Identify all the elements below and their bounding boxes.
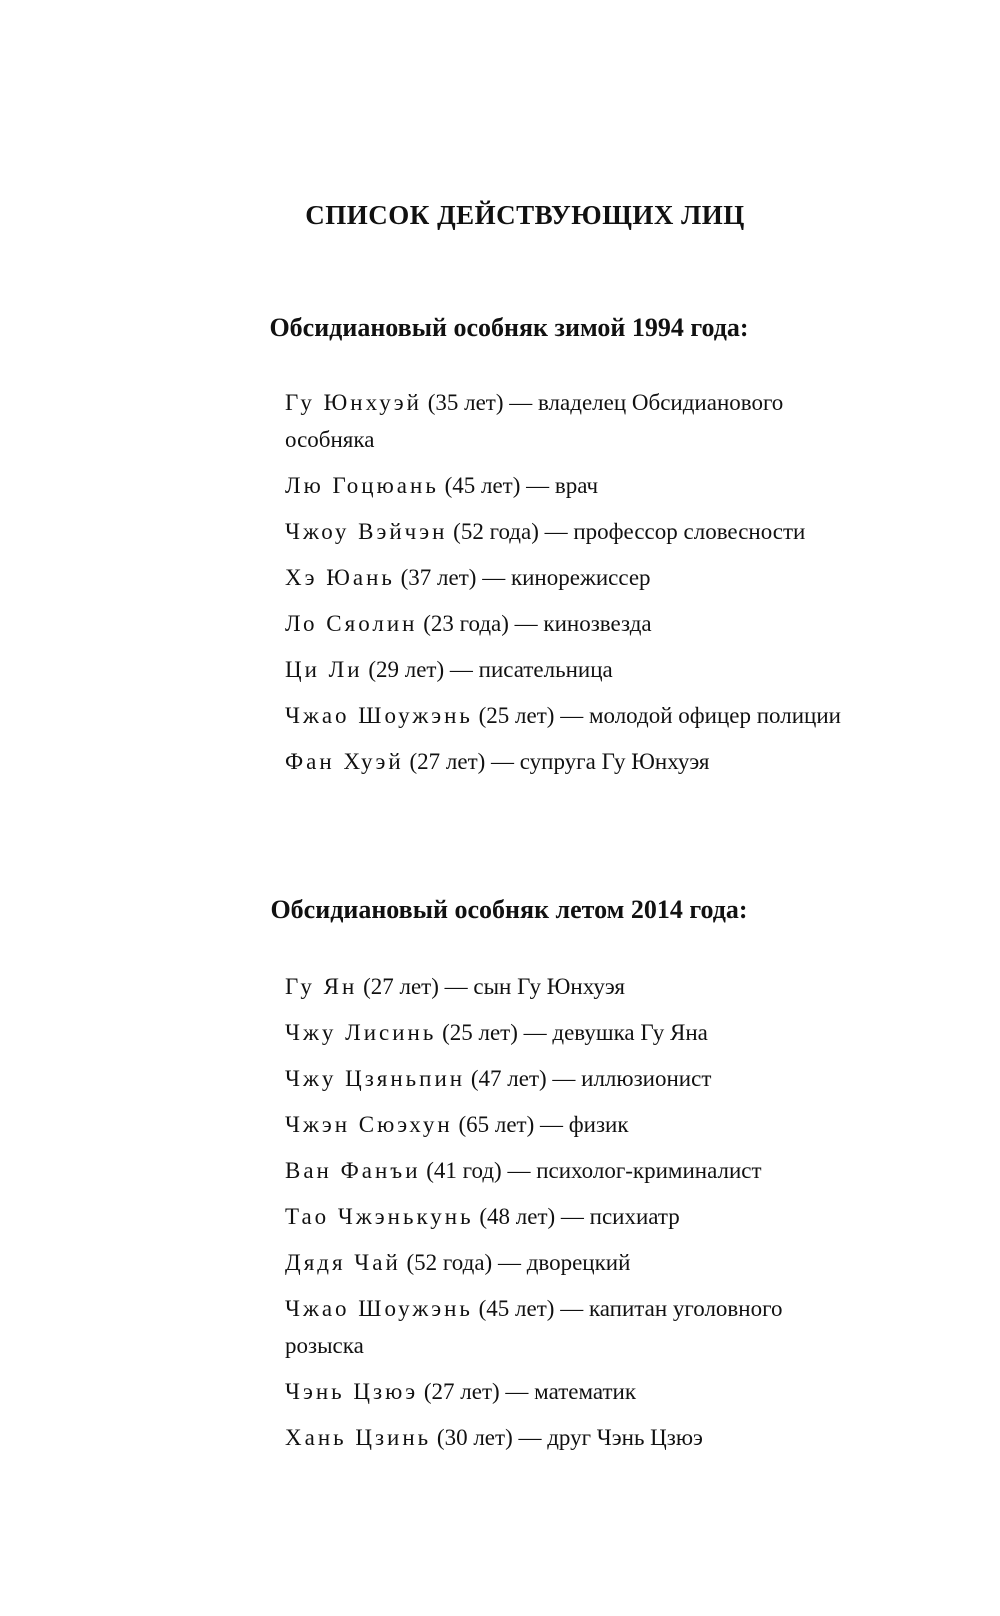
character-details: (30 лет) — друг Чэнь Цзюэ xyxy=(431,1425,703,1450)
cast-entry xyxy=(285,1290,845,1364)
character-name: Чжао Шоужэнь xyxy=(285,703,473,728)
character-details: (25 лет) — молодой офицер полиции xyxy=(472,703,841,728)
character-name: Лю Гоцюань xyxy=(285,473,439,498)
cast-list-2014 xyxy=(285,968,845,1465)
character-name: Чэнь Цзюэ xyxy=(285,1379,419,1404)
character-details: (47 лет) — иллюзионист xyxy=(465,1066,712,1091)
character-name: Ци Ли xyxy=(285,657,363,682)
section-heading-1994: Обсидиановый особняк зимой 1994 года: xyxy=(269,313,749,342)
character-details: (25 лет) — девушка Гу Яна xyxy=(436,1020,708,1045)
cast-entry xyxy=(285,559,845,596)
character-name: Чжу Цзяньпин xyxy=(285,1066,466,1091)
character-name: Фан Хуэй xyxy=(285,749,404,774)
cast-entry xyxy=(285,1060,845,1097)
character-details: (29 лет) — писательница xyxy=(362,657,613,682)
cast-entry xyxy=(285,513,845,550)
character-name: Чжоу Вэйчэн xyxy=(285,519,448,544)
page-title: СПИСОК ДЕЙСТВУЮЩИХ ЛИЦ xyxy=(305,200,745,230)
character-name: Гу Ян xyxy=(285,974,358,999)
cast-entry xyxy=(285,1244,845,1281)
cast-entry xyxy=(285,467,845,504)
cast-list-1994 xyxy=(285,384,845,789)
character-name: Чжу Лисинь xyxy=(285,1020,437,1045)
character-details: (52 года) — профессор словесности xyxy=(447,519,806,544)
character-details: (35 лет) — владелец Обсидианового особняка xyxy=(285,390,784,452)
character-details: (48 лет) — психиатр xyxy=(473,1204,680,1229)
character-details: (37 лет) — кинорежиссер xyxy=(394,565,651,590)
cast-entry xyxy=(285,1152,845,1189)
cast-entry xyxy=(285,968,845,1005)
character-name: Тао Чжэнькунь xyxy=(285,1204,474,1229)
character-details: (23 года) — кинозвезда xyxy=(417,611,652,636)
cast-entry xyxy=(285,697,845,734)
character-name: Ван Фанъи xyxy=(285,1158,421,1183)
cast-entry xyxy=(285,743,845,780)
character-details: (41 год) — психолог-криминалист xyxy=(420,1158,762,1183)
character-details: (45 лет) — капитан уголовного розыска xyxy=(285,1296,783,1358)
cast-entry xyxy=(285,651,845,688)
character-name: Чжао Шоужэнь xyxy=(285,1296,473,1321)
cast-entry xyxy=(285,1106,845,1143)
character-name: Хань Цзинь xyxy=(285,1425,432,1450)
cast-entry xyxy=(285,1373,845,1410)
section-heading-2014: Обсидиановый особняк летом 2014 года: xyxy=(270,895,748,924)
cast-entry xyxy=(285,1419,845,1456)
cast-entry xyxy=(285,605,845,642)
character-details: (45 лет) — врач xyxy=(438,473,599,498)
character-details: (27 лет) — супруга Гу Юнхуэя xyxy=(403,749,710,774)
character-details: (27 лет) — сын Гу Юнхуэя xyxy=(357,974,625,999)
cast-entry xyxy=(285,1014,845,1051)
character-details: (65 лет) — физик xyxy=(452,1112,629,1137)
character-details: (27 лет) — математик xyxy=(418,1379,636,1404)
character-name: Хэ Юань xyxy=(285,565,395,590)
cast-entry xyxy=(285,1198,845,1235)
cast-entry xyxy=(285,384,845,458)
character-name: Ло Сяолин xyxy=(285,611,418,636)
character-name: Гу Юнхуэй xyxy=(285,390,422,415)
character-details: (52 года) — дворецкий xyxy=(400,1250,631,1275)
character-name: Дядя Чай xyxy=(285,1250,401,1275)
character-name: Чжэн Сюэхун xyxy=(285,1112,453,1137)
